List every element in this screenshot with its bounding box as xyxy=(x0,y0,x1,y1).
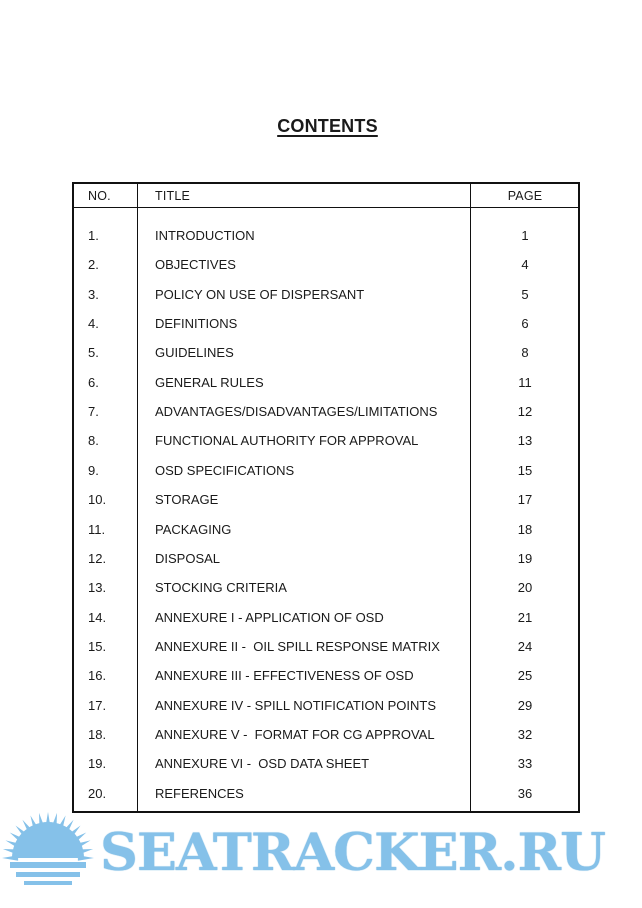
row-title: INTRODUCTION xyxy=(155,228,255,243)
row-title: STOCKING CRITERIA xyxy=(155,580,287,596)
row-page: 8 xyxy=(521,345,529,361)
row-number: 8. xyxy=(88,433,99,449)
header-divider xyxy=(74,207,578,208)
page-title xyxy=(0,116,642,137)
row-number: 5. xyxy=(88,345,99,361)
row-title: ANNEXURE I - APPLICATION OF OSD xyxy=(155,609,384,625)
row-number: 16. xyxy=(88,668,107,684)
row-number: 3. xyxy=(88,286,99,302)
row-title: ANNEXURE V - FORMAT FOR CG APPROVAL xyxy=(155,726,435,742)
row-title: REFERENCES xyxy=(155,785,244,801)
table-row xyxy=(74,375,578,395)
row-title: ANNEXURE II - OIL SPILL RESPONSE MATRIX xyxy=(155,638,440,654)
row-number: 11. xyxy=(88,521,106,537)
row-page: 5 xyxy=(521,286,529,302)
row-number: 4. xyxy=(88,316,99,332)
table-row xyxy=(74,727,578,747)
row-number: 6. xyxy=(88,374,99,390)
table-row xyxy=(74,345,578,365)
row-title: FUNCTIONAL AUTHORITY FOR APPROVAL xyxy=(155,433,419,449)
header-no: NO. xyxy=(88,189,111,203)
row-page: 24 xyxy=(517,638,533,654)
table-row xyxy=(74,639,578,659)
row-title: GUIDELINES xyxy=(155,345,234,361)
table-row xyxy=(74,492,578,512)
row-number: 14. xyxy=(88,609,107,625)
row-title: OBJECTIVES xyxy=(155,257,236,273)
row-number: 15. xyxy=(88,638,107,654)
table-row xyxy=(74,463,578,483)
row-page: 29 xyxy=(517,697,533,713)
row-page: 20 xyxy=(517,580,533,596)
table-row xyxy=(74,287,578,307)
row-page: 33 xyxy=(517,756,533,772)
row-title: ADVANTAGES/DISADVANTAGES/LIMITATIONS xyxy=(155,404,438,420)
sun-icon xyxy=(2,812,94,885)
row-page: 6 xyxy=(521,316,529,332)
row-title: PACKAGING xyxy=(155,521,232,537)
table-row xyxy=(74,522,578,542)
page-title-text: CONTENTS xyxy=(277,116,378,136)
row-number: 1. xyxy=(88,228,99,243)
table-row xyxy=(74,756,578,776)
row-title: ANNEXURE VI - OSD DATA SHEET xyxy=(155,756,370,772)
row-title: POLICY ON USE OF DISPERSANT xyxy=(155,286,365,302)
row-number: 2. xyxy=(88,257,99,273)
table-row xyxy=(74,580,578,600)
row-page: 19 xyxy=(517,550,533,566)
row-page: 32 xyxy=(517,726,533,742)
row-page: 4 xyxy=(521,257,529,273)
header-title: TITLE xyxy=(155,189,191,203)
watermark-text: SEATRACKER.RU xyxy=(100,823,605,883)
table-row xyxy=(74,668,578,688)
row-page: 17 xyxy=(517,492,533,508)
table-row xyxy=(74,786,578,806)
row-number: 13. xyxy=(88,580,107,596)
header-page: PAGE xyxy=(507,189,543,203)
table-row xyxy=(74,551,578,571)
table-row xyxy=(74,404,578,424)
row-page: 13 xyxy=(517,433,533,449)
row-title: GENERAL RULES xyxy=(155,374,264,390)
row-number: 19. xyxy=(88,756,107,772)
row-title: STORAGE xyxy=(155,492,219,508)
row-page: 18 xyxy=(517,521,533,537)
table-row xyxy=(74,228,578,248)
row-number: 7. xyxy=(88,404,99,420)
row-page: 25 xyxy=(517,668,533,684)
table-row xyxy=(74,257,578,277)
table-row xyxy=(74,610,578,630)
row-page: 1 xyxy=(521,228,529,243)
contents-table xyxy=(72,182,580,813)
row-number: 17. xyxy=(88,697,107,713)
row-number: 12. xyxy=(88,550,107,566)
row-title: DEFINITIONS xyxy=(155,316,238,332)
row-page: 12 xyxy=(517,404,533,420)
row-page: 11 xyxy=(518,374,532,390)
table-row xyxy=(74,316,578,336)
row-page: 21 xyxy=(517,609,533,625)
row-title: DISPOSAL xyxy=(155,550,221,566)
row-title: ANNEXURE III - EFFECTIVENESS OF OSD xyxy=(155,668,414,684)
row-number: 20. xyxy=(88,785,107,801)
table-row xyxy=(74,698,578,718)
row-page: 36 xyxy=(517,785,533,801)
row-number: 9. xyxy=(88,462,99,478)
row-page: 15 xyxy=(517,462,533,478)
row-title: ANNEXURE IV - SPILL NOTIFICATION POINTS xyxy=(155,697,436,713)
table-row xyxy=(74,433,578,453)
row-number: 10. xyxy=(88,492,107,508)
row-title: OSD SPECIFICATIONS xyxy=(155,462,295,478)
row-number: 18. xyxy=(88,726,107,742)
